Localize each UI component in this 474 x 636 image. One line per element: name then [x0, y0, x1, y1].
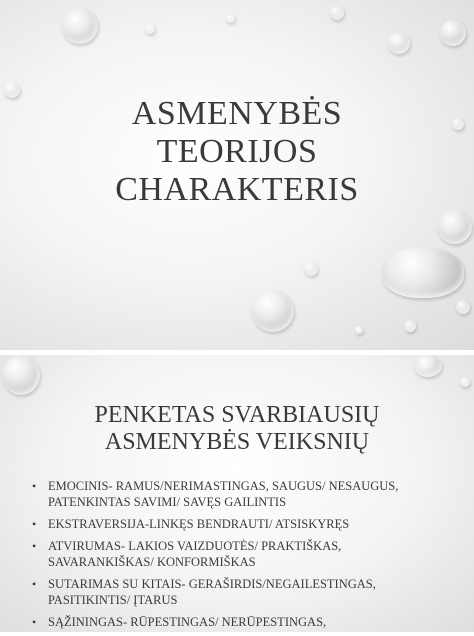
bullet-icon: •	[32, 577, 37, 591]
water-drop-decoration	[456, 300, 470, 314]
list-item	[30, 516, 450, 532]
slide-title	[60, 95, 414, 209]
list-item-text: SUTARIMAS SU KITAIS- GERAŠIRDIS/NEGAILESTINGAS, PASITIKINTIS/ ĮTARUS	[48, 577, 376, 607]
water-drop-decoration	[355, 326, 363, 334]
list-item-text: EKSTRAVERSIJA-LINKĘS BENDRAUTI/ ATSISKYRĘS	[48, 517, 350, 531]
water-drop-decoration	[438, 210, 472, 244]
water-drop-decoration	[452, 118, 464, 130]
water-drop-decoration	[226, 14, 235, 23]
water-drop-decoration	[404, 320, 416, 332]
water-drop-decoration	[4, 82, 20, 98]
title-line: TEORIJOS	[156, 133, 318, 170]
title-line: ASMENYBĖS	[131, 95, 343, 132]
water-drop-decoration	[2, 355, 40, 395]
list-item	[30, 614, 450, 630]
water-drop-decoration	[62, 8, 98, 44]
list-item	[30, 538, 450, 570]
water-drop-decoration	[145, 24, 155, 34]
factor-list	[30, 478, 450, 636]
list-item	[30, 576, 450, 608]
water-drop-decoration	[382, 248, 464, 298]
title-line: CHARAKTERIS	[115, 171, 359, 208]
water-drop-decoration	[440, 20, 466, 46]
bullet-icon: •	[32, 479, 37, 493]
water-drop-decoration	[252, 290, 294, 332]
water-drop-decoration	[330, 6, 344, 20]
list-item	[30, 478, 450, 510]
heading-line: ASMENYBĖS VEIKSNIŲ	[104, 429, 370, 455]
water-drop-decoration	[460, 377, 470, 387]
water-drop-decoration	[414, 355, 442, 377]
list-item-text: EMOCINIS- RAMUS/NERIMASTINGAS, SAUGUS/ NESAUGUS, PATENKINTAS SAVIMI/ SAVĘS GAILINTIS	[48, 479, 399, 509]
water-drop-decoration	[304, 262, 318, 276]
heading-line: PENKETAS SVARBIAUSIŲ	[94, 402, 380, 428]
bullet-icon: •	[32, 539, 37, 553]
bullet-icon: •	[32, 615, 37, 629]
list-item-text: ATVIRUMAS- LAKIOS VAIZDUOTĖS/ PRAKTIŠKAS, SAVARANKIŠKAS/ KONFORMIŠKAS	[48, 539, 342, 569]
bullet-icon: •	[32, 517, 37, 531]
water-drop-decoration	[388, 32, 410, 54]
slide-heading	[20, 402, 454, 456]
list-item-text: SĄŽININGAS- RŪPESTINGAS/ NERŪPESTINGAS,	[48, 615, 327, 629]
